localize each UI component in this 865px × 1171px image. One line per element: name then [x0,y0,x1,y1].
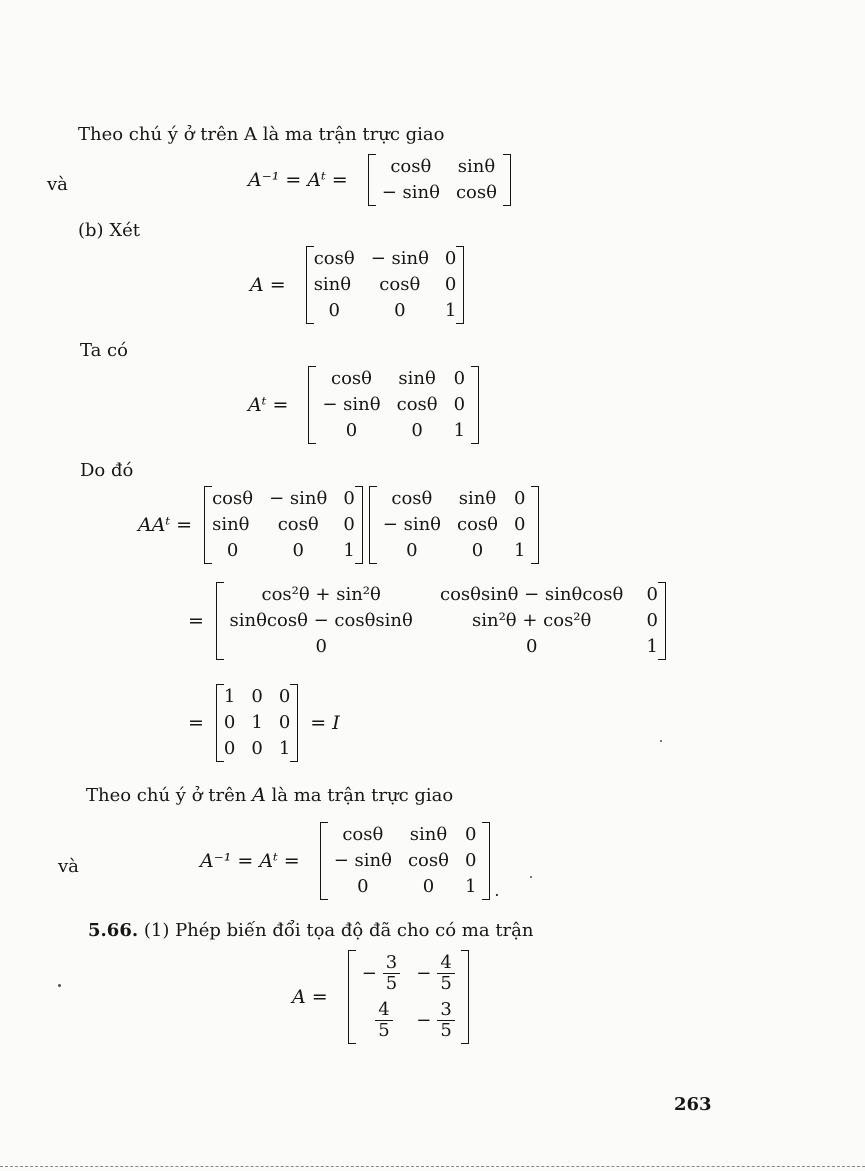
scan-speck [530,876,532,878]
m-cell: 0 [357,876,369,897]
eq1-lhs: A⁻¹ = Aᵗ = [248,169,348,191]
scan-speck [660,740,662,742]
m-cell: 0 [525,636,538,657]
scan-speck [58,984,61,987]
m-cell: sinθcosθ − cosθsinθ [229,610,413,631]
m-cell: 0 [646,584,658,605]
m-cell: 0 [453,394,466,415]
m-cell: 0 [464,850,477,871]
m-cell: 0 [226,540,239,561]
m-cell: cosθsinθ − sinθcosθ [439,584,624,605]
bottom-scan-edge [0,1166,865,1167]
m-cell: 0 [514,514,526,535]
m-cell: 0 [406,540,418,561]
m-cell: 1 [343,540,355,561]
m-cell: 0 [394,300,406,321]
section-number: 5.66. [88,920,139,941]
frac-cell: $\frac{4}{5}$ [354,997,409,1044]
m-cell: 0 [444,248,457,269]
m-cell: cosθ [313,248,355,269]
equation-transpose-3x3 [248,366,479,444]
text-line-2 [86,784,453,806]
matrix-eq1 [368,154,511,206]
matrix-eq7 [320,822,491,900]
m-cell: 0 [292,540,304,561]
m-cell: 0 [646,610,658,631]
m-cell: cosθ [342,824,384,845]
m-cell: 1 [223,686,236,707]
matrix-eq4-right [369,486,540,564]
m-cell: − sinθ [333,850,392,871]
m-cell: sinθ [212,514,250,535]
frac-cell: − $\frac{3}{5}$ [408,997,463,1044]
eq4-lhs: AAᵗ = [138,514,193,536]
matrix-eq8 [348,950,469,1044]
m-cell: − sinθ [370,248,429,269]
m-cell: − sinθ [381,182,440,203]
matrix-eq2 [306,246,465,324]
eq7-period: . [494,881,500,900]
m-cell: sinθ [458,488,497,509]
m-cell: 0 [464,824,477,845]
m-cell: cosθ [379,274,421,295]
m-cell: sinθ [398,368,436,389]
m-cell: 0 [223,738,236,759]
equation-inverse-transpose-3x3 [200,822,500,900]
label-ta-co: Ta có [80,340,128,361]
equation-identity [188,684,340,762]
m-cell: cosθ [277,514,319,535]
m-cell: sinθ [313,274,352,295]
m-cell: 1 [444,300,457,321]
m-cell: 0 [278,712,291,733]
m-cell: cosθ [390,156,432,177]
m-cell: 0 [315,636,327,657]
line2-part-c: là ma trận trực giao [265,785,454,806]
m-cell: sinθ [409,824,448,845]
equation-expanded [188,582,666,660]
m-cell: 1 [278,738,291,759]
page-number: 263 [674,1094,712,1115]
matrix-eq3 [308,366,479,444]
eq7-lhs: A⁻¹ = Aᵗ = [200,850,300,872]
label-va-2: và [58,856,79,877]
m-cell: 1 [646,636,658,657]
equation-product [138,486,539,564]
m-cell: 0 [345,420,358,441]
section-b-label [78,220,140,241]
m-cell: cosθ [391,488,433,509]
eq8-lhs: A = [292,986,328,1008]
equation-matrix-a-fractions [292,950,469,1044]
m-cell: 1 [251,712,263,733]
m-cell: 0 [251,686,263,707]
m-cell: cosθ [455,182,497,203]
m-cell: 0 [514,488,526,509]
m-cell: 0 [278,686,291,707]
label-va-1: và [47,174,68,195]
m-cell: sinθ [457,156,496,177]
eq6-equals: = [188,712,204,734]
m-cell: cosθ [212,488,254,509]
label-do-do: Do đó [80,460,134,481]
m-cell: − sinθ [382,514,442,535]
m-cell: cosθ [396,394,438,415]
b-marker: (b) [78,220,104,241]
m-cell: − sinθ [322,394,381,415]
section-text: (1) Phép biến đổi tọa độ đã cho có ma trận [143,920,534,941]
matrix-eq5 [216,582,666,660]
m-cell: 0 [411,420,423,441]
m-cell: 0 [343,514,355,535]
m-cell: 0 [343,488,355,509]
m-cell: cosθ [457,514,499,535]
equation-matrix-a-3x3 [250,246,464,324]
m-cell: 1 [453,420,466,441]
matrix-eq4-left [204,486,363,564]
m-cell: 0 [328,300,340,321]
frac-cell: − $\frac{4}{5}$ [408,950,463,997]
text-line-1: Theo chú ý ở trên A là ma trận trực giao [78,124,445,145]
section-5-66-heading [88,920,533,941]
m-cell: 0 [471,540,484,561]
matrix-eq6 [216,684,298,762]
b-text: Xét [109,220,141,241]
m-cell: − sinθ [269,488,328,509]
eq2-lhs: A = [250,274,286,296]
eq5-equals: = [188,610,204,632]
eq6-rhs: = I [310,712,340,734]
line2-part-a: Theo chú ý ở trên [86,785,253,806]
m-cell: 0 [444,274,457,295]
m-cell: cosθ [330,368,372,389]
m-cell: cosθ [407,850,449,871]
eq3-lhs: Aᵗ = [248,394,289,416]
m-cell: cos²θ + sin²θ [261,584,381,605]
m-cell: 0 [422,876,435,897]
m-cell: 1 [514,540,526,561]
equation-inverse-transpose-2x2 [248,154,511,206]
m-cell: sin²θ + cos²θ [471,610,592,631]
m-cell: 0 [453,368,466,389]
m-cell: 0 [223,712,236,733]
frac-cell: − $\frac{3}{5}$ [354,950,409,997]
m-cell: 0 [251,738,263,759]
line2-symbol-a: A [252,784,266,806]
m-cell: 1 [464,876,477,897]
